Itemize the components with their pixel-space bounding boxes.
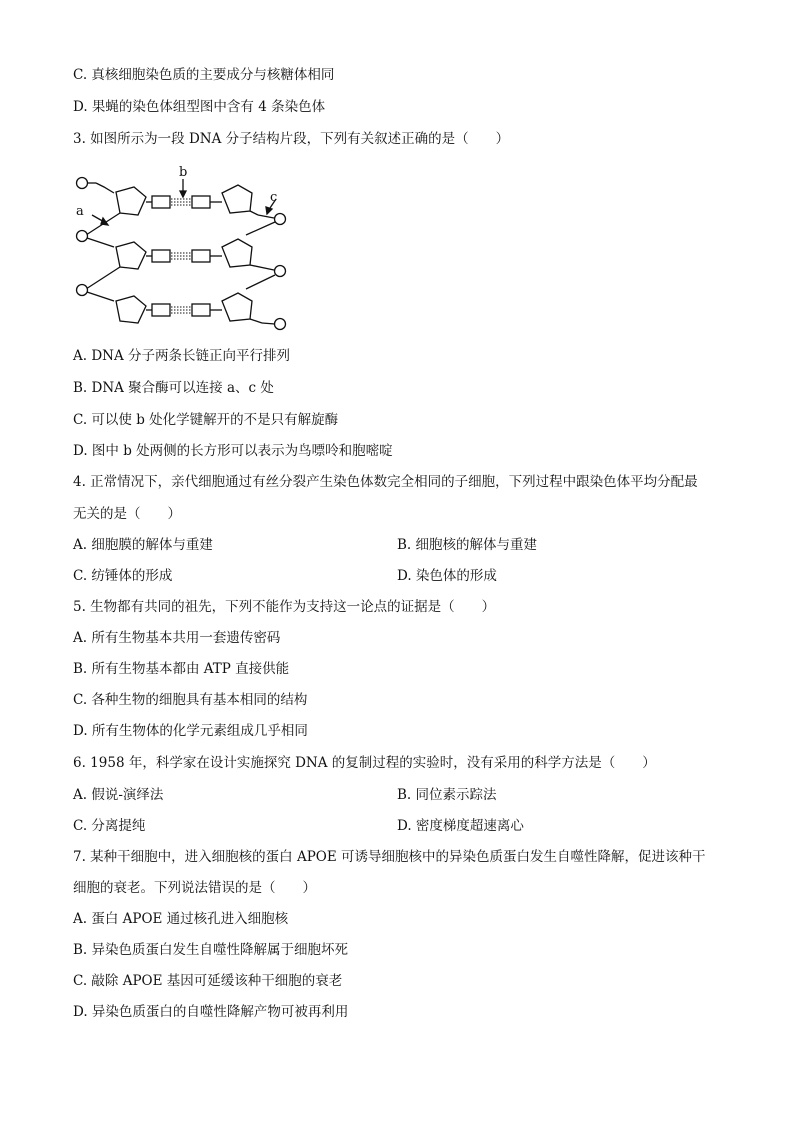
q6-stem: 6. 1958 年，科学家在设计实施探究 DNA 的复制过程的实验时，没有采用的科学方法是（ ） xyxy=(73,755,656,771)
q6-option-d: D. 密度梯度超速离心 xyxy=(397,818,524,834)
deoxyribose-pentagon xyxy=(222,293,252,321)
q3-option-a: A. DNA 分子两条长链正向平行排列 xyxy=(73,348,291,364)
q6-option-a: A. 假说-演绎法 xyxy=(73,787,164,803)
phosphate-circle xyxy=(77,178,88,189)
q2-option-c: C. 真核细胞染色质的主要成分与核糖体相同 xyxy=(73,67,335,83)
deoxyribose-pentagon xyxy=(116,187,146,215)
q4-option-d: D. 染色体的形成 xyxy=(397,568,497,584)
phosphate-circle xyxy=(275,214,286,225)
label-b: b xyxy=(179,165,188,180)
q4-option-c: C. 纺锤体的形成 xyxy=(73,568,173,584)
deoxyribose-pentagon xyxy=(116,296,146,323)
phosphate-circle xyxy=(275,266,286,277)
base-rectangle xyxy=(152,250,170,262)
dna-structure-diagram xyxy=(70,163,300,333)
q7-option-d: D. 异染色质蛋白的自噬性降解产物可被再利用 xyxy=(73,1004,349,1020)
deoxyribose-pentagon xyxy=(116,242,146,269)
phosphate-circle xyxy=(77,231,88,242)
base-rectangle xyxy=(152,196,170,208)
base-rectangle xyxy=(192,304,210,316)
label-a: a xyxy=(76,204,84,219)
q3-stem: 3. 如图所示为一段 DNA 分子结构片段，下列有关叙述正确的是（ ） xyxy=(73,131,510,147)
q7-stem-line2: 细胞的衰老。下列说法错误的是（ ） xyxy=(73,880,316,896)
q2-option-d: D. 果蝇的染色体组型图中含有 4 条染色体 xyxy=(73,99,326,115)
q5-option-b: B. 所有生物基本都由 ATP 直接供能 xyxy=(73,661,290,677)
q6-option-c: C. 分离提纯 xyxy=(73,818,146,834)
label-c: c xyxy=(270,190,278,205)
q7-option-a: A. 蛋白 APOE 通过核孔进入细胞核 xyxy=(73,911,289,927)
base-rectangle xyxy=(192,196,210,208)
deoxyribose-pentagon xyxy=(222,239,252,267)
phosphate-circle xyxy=(77,285,88,296)
q3-option-b: B. DNA 聚合酶可以连接 a、c 处 xyxy=(73,380,274,396)
q3-option-c: C. 可以使 b 处化学键解开的不是只有解旋酶 xyxy=(73,412,339,428)
q5-option-a: A. 所有生物基本共用一套遗传密码 xyxy=(73,630,281,646)
q7-option-c: C. 敲除 APOE 基因可延缓该种干细胞的衰老 xyxy=(73,973,343,989)
q7-stem-line1: 7. 某种干细胞中，进入细胞核的蛋白 APOE 可诱导细胞核中的异染色质蛋白发生自噬性降解，促进该种干 xyxy=(73,849,706,865)
q5-option-c: C. 各种生物的细胞具有基本相同的结构 xyxy=(73,692,308,708)
q3-option-d: D. 图中 b 处两侧的长方形可以表示为鸟嘌呤和胞嘧啶 xyxy=(73,443,393,459)
q4-stem-line1: 4. 正常情况下，亲代细胞通过有丝分裂产生染色体数完全相同的子细胞，下列过程中跟染色体平均分配最 xyxy=(73,474,698,490)
deoxyribose-pentagon xyxy=(222,185,252,213)
phosphate-circle xyxy=(275,319,286,330)
q4-option-a: A. 细胞膜的解体与重建 xyxy=(73,537,213,553)
base-rectangle xyxy=(192,250,210,262)
q5-option-d: D. 所有生物体的化学元素组成几乎相同 xyxy=(73,723,308,739)
q4-stem-line2: 无关的是（ ） xyxy=(73,506,181,522)
q4-option-b: B. 细胞核的解体与重建 xyxy=(397,537,538,553)
q7-option-b: B. 异染色质蛋白发生自噬性降解属于细胞坏死 xyxy=(73,942,349,958)
base-rectangle xyxy=(152,304,170,316)
q6-option-b: B. 同位素示踪法 xyxy=(397,787,497,803)
q5-stem: 5. 生物都有共同的祖先，下列不能作为支持这一论点的证据是（ ） xyxy=(73,599,496,615)
